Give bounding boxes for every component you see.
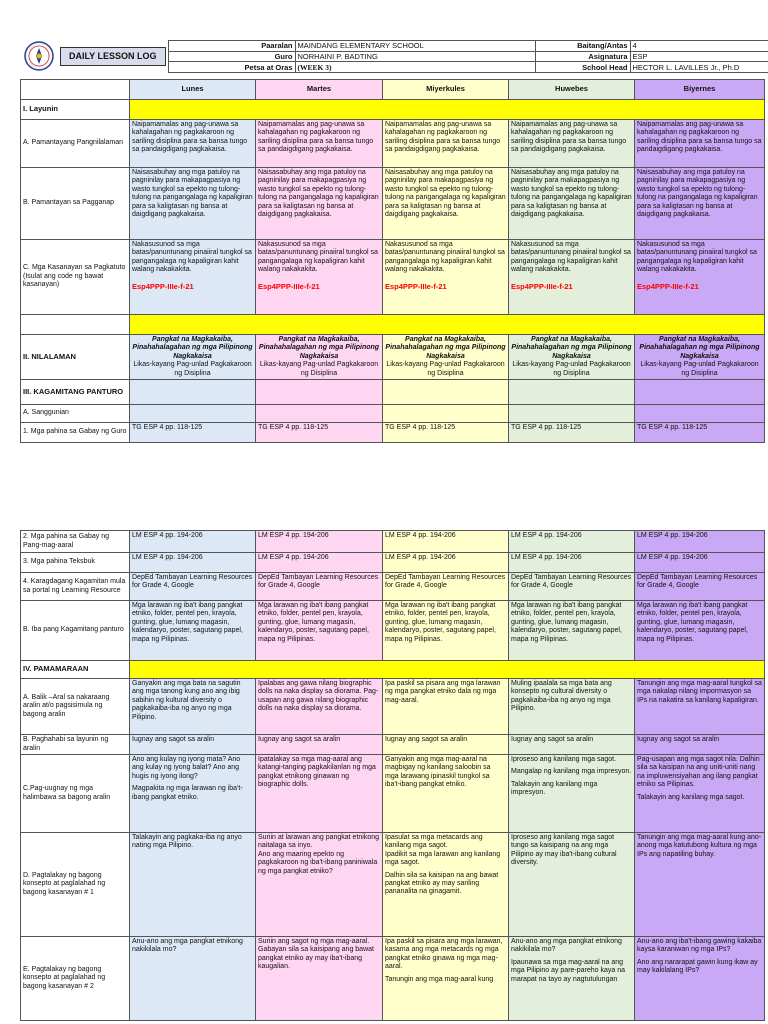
cell-teksbuk-lunes: LM ESP 4 pp. 194-206: [130, 553, 256, 573]
subject-value: ESP: [630, 51, 768, 62]
cell-iba-pang-martes: Mga larawan ng iba't ibang pangkat etniko, folder, pentel pen, krayola, gunting, glue, lumang magasin, kalendaryo, poster, sagutang papel, mapa ng Pilipinas.: [256, 601, 383, 661]
kasanayan-text: Nakasusunod sa mga batas/panuntunang pinaiiral tungkol sa pangangalaga ng kapaligiran kahit walang nakakakita.: [637, 241, 757, 274]
school-value: MAINDANG ELEMENTARY SCHOOL: [295, 41, 535, 52]
cell-pagtalakay-2-martes: [256, 937, 383, 1021]
cell-kasanayan-huwebes: [509, 240, 635, 315]
subject-label: Asignatura: [535, 51, 630, 62]
section-nilalaman: II. NILALAMAN: [21, 335, 130, 380]
cell-pagtalakay-2-lunes: [130, 937, 256, 1021]
paragraph: Ipa paskil sa pisara ang mga larawan, kasama ang mga metacards ng mga pangkat etniko ginawa ng mga mag-aaral.: [385, 938, 503, 971]
kasanayan-text: Nakasusunod sa mga batas/panuntunang pinaiiral tungkol sa pangangalaga ng kapaligiran kahit walang nakakakita.: [258, 241, 378, 274]
row-label-kasanayan: C. Mga Kasanayan sa Pagkatuto (Isulat ang code ng bawat kasanayan): [21, 240, 130, 315]
cell-karagdagang-huwebes: DepEd Tambayan Learning Resources for Grade 4, Google: [509, 573, 635, 601]
school-head-label: School Head: [535, 62, 630, 73]
cell-pangnilalaman-martes: Naipamamalas ang pag-unawa sa kahalagahan ng pagkakaroon ng sariling disiplina para sa bansa tungo sa pandaigdigang pagkakaisa.: [256, 120, 383, 168]
cell-blank: [256, 405, 383, 423]
row-label-pagtalakay-2: E. Pagtalakay ng bagong konsepto at paglalahad ng bagong kasanayan # 2: [21, 937, 130, 1021]
row-label-teksbuk: 3. Mga pahina Teksbuk: [21, 553, 130, 573]
header-table: [20, 40, 768, 73]
paragraph: Tanungin ang mga mag-aaral kung ano-anong mga katutubong kultura ng mga IPs ang napatiling buhay.: [637, 834, 762, 858]
highlight-bar: [130, 100, 765, 120]
paragraph: Talakayin ang pagkaka-iba ng anyo nating mga Pilipino.: [132, 834, 242, 850]
row-label-pag-uugnay: C.Pag-uugnay ng mga halimbawa sa bagong aralin: [21, 755, 130, 833]
cell-teksbuk-biyernes: LM ESP 4 pp. 194-206: [635, 553, 765, 573]
cell-teksbuk-huwebes: LM ESP 4 pp. 194-206: [509, 553, 635, 573]
cell-gabay-guro-lunes: TG ESP 4 pp. 118-125: [130, 423, 256, 443]
cell-gabay-guro-huwebes: TG ESP 4 pp. 118-125: [509, 423, 635, 443]
cell-blank: [383, 405, 509, 423]
cell-paghahabi-miyerkules: Iugnay ang sagot sa aralin: [383, 735, 509, 755]
paragraph: Anu-ano ang iba't-ibang gawing kakaiba kaysa karaniwan ng mga IPs?: [637, 938, 762, 954]
date-value: (WEEK 3): [295, 62, 535, 73]
paragraph: Ano ang kulay ng iyong mata? Ano ang kulay ng iyong balat? Ano ang hugis ng iyong ilong?: [132, 756, 241, 780]
cell-pangnilalaman-lunes: Naipamamalas ang pag-unawa sa kahalagahan ng pagkakaroon ng sariling disiplina para sa bansa tungo sa pandaigdigang pagkakaisa.: [130, 120, 256, 168]
nilalaman-sub: Likas-kayang Pag-unlad Pagkakaroon ng Disiplina: [640, 361, 759, 377]
cell-balik-huwebes: Muling ipaalala sa mga bata ang konsepto ng cultural diversity o pagkakaiba-iba ng anyo ng mga Pilipino.: [509, 679, 635, 735]
paragraph: Ipatalakay sa mga mag-aaral ang katangi-tanging pagkakilanlan ng mga pangkat etnikong ginawan ng biographic dolls.: [258, 756, 376, 789]
cell-gabay-mag-aaral-huwebes: LM ESP 4 pp. 194-206: [509, 531, 635, 553]
cell-pagtalakay-1-biyernes: [635, 833, 765, 937]
lesson-table-page-2: [20, 530, 765, 1021]
day-header-lunes: Lunes: [130, 80, 256, 100]
row-label-pangnilalaman: A. Pamantayang Pangnilalaman: [21, 120, 130, 168]
cell-pagganap-miyerkules: Naisasabuhay ang mga patuloy na pagninilay para makapagpasiya ng wasto tungkol sa epekto ng tulong-tulong na pangangalaga ng kapaligiran para sa kaligtasan ng bansa at daigdigang pagkakaisa.: [383, 168, 509, 240]
cell-nilalaman-lunes: [130, 335, 256, 380]
cell-kasanayan-biyernes: [635, 240, 765, 315]
cell-pagtalakay-1-lunes: [130, 833, 256, 937]
cell-balik-miyerkules: Ipa paskil sa pisara ang mga larawan ng mga pangkat etniko dala ng mga mag-aaral.: [383, 679, 509, 735]
cell-pag-uugnay-biyernes: [635, 755, 765, 833]
paragraph: Magpakita ng mga larawan ng iba't-ibang pangkat etniko.: [132, 785, 243, 801]
cell-iba-pang-miyerkules: Mga larawan ng iba't ibang pangkat etniko, folder, pentel pen, krayola, gunting, glue, lumang magasin, kalendaryo, poster, sagutang papel, mapa ng Pilipinas.: [383, 601, 509, 661]
paragraph: Suriin at larawan ang pangkat etnikong naitalaga sa inyo. Ano ang maaring epekto ng pagkakaroon ng iba't-ibang paniniwala ng mga pangkat etniko?: [258, 834, 380, 875]
nilalaman-sub: Likas-kayang Pag-unlad Pagkakaroon ng Disiplina: [386, 361, 505, 377]
date-label: Petsa at Oras: [168, 62, 295, 73]
cell-karagdagang-miyerkules: DepEd Tambayan Learning Resources for Grade 4, Google: [383, 573, 509, 601]
row-label-karagdagang-kagamitan: 4. Karagdagang Kagamitan mula sa portal ng Learning Resource: [21, 573, 130, 601]
kasanayan-code: Esp4PPP-IIIe-f-21: [385, 281, 447, 291]
cell-karagdagang-lunes: DepEd Tambayan Learning Resources for Grade 4, Google: [130, 573, 256, 601]
nilalaman-sub: Likas-kayang Pag-unlad Pagkakaroon ng Disiplina: [259, 361, 379, 377]
teacher-label: Guro: [168, 51, 295, 62]
paragraph: Suriin ang sagot ng mga mag-aaral. Gabayan sila sa kaisipang ang bawat pangkat etniko ay may iba't-ibang kaugalian.: [258, 938, 374, 971]
cell-blank: [130, 405, 256, 423]
kasanayan-text: Nakasusunod sa mga batas/panuntunang pinaiiral tungkol sa pangangalaga ng kapaligiran kahit walang nakakakita.: [511, 241, 631, 274]
cell-kasanayan-martes: [256, 240, 383, 315]
paragraph: Talakayin ang kanilang mga sagot.: [637, 793, 745, 801]
teacher-value: NORHAINI P. BADTING: [295, 51, 535, 62]
cell-pag-uugnay-huwebes: [509, 755, 635, 833]
kasanayan-text: Nakasusunod sa mga batas/panuntunang pinaiiral tungkol sa pangangalaga ng kapaligiran kahit walang nakakakita.: [132, 241, 252, 274]
day-header-huwebes: Huwebes: [509, 80, 635, 100]
cell-gabay-mag-aaral-biyernes: LM ESP 4 pp. 194-206: [635, 531, 765, 553]
cell-pagganap-lunes: Naisasabuhay ang mga patuloy na pagninilay para makapagpasiya ng wasto tungkol sa epekto ng tulong-tulong na pangangalaga ng kapaligiran para sa kaligtasan ng bansa at daigdigang pagkakaisa.: [130, 168, 256, 240]
cell-pangnilalaman-biyernes: Naipamamalas ang pag-unawa sa kahalagahan ng pagkakaroon ng sariling disiplina para sa bansa tungo sa pandaigdigang pagkakaisa.: [635, 120, 765, 168]
day-header-biyernes: Biyernes: [635, 80, 765, 100]
section-layunin: I. Layunin: [21, 100, 130, 120]
cell-pagganap-huwebes: Naisasabuhay ang mga patuloy na pagninilay para makapagpasiya ng wasto tungkol sa epekto ng tulong-tulong na pangangalaga ng kapaligiran para sa kaligtasan ng bansa at daigdigang pagkakaisa.: [509, 168, 635, 240]
cell-paghahabi-biyernes: Iugnay ang sagot sa aralin: [635, 735, 765, 755]
row-label-balik-aral: A. Balik –Aral sa nakaraang aralin at/o pagsisimula ng bagong aralin: [21, 679, 130, 735]
nilalaman-sub: Likas-kayang Pag-unlad Pagkakaroon ng Disiplina: [133, 361, 252, 377]
cell-pag-uugnay-lunes: [130, 755, 256, 833]
paragraph: Ipasulat sa mga metacards ang kanilang mga sagot. Ipadikit sa mga larawan ang kanilang mga sagot.: [385, 834, 501, 867]
cell-blank: [635, 405, 765, 423]
cell-pagganap-biyernes: Naisasabuhay ang mga patuloy na pagninilay para makapagpasiya ng wasto tungkol sa epekto ng tulong-tulong na pangangalaga ng kapaligiran para sa kaligtasan ng bansa at daigdigang pagkakaisa.: [635, 168, 765, 240]
cell-gabay-guro-biyernes: TG ESP 4 pp. 118-125: [635, 423, 765, 443]
cell-kasanayan-lunes: [130, 240, 256, 315]
cell-blank: [635, 380, 765, 405]
school-label: Paaralan: [168, 41, 295, 52]
nilalaman-title: Pangkat na Magkakaiba, Pinahahalagahan ng mga Pilipinong Nagkakaisa: [511, 336, 632, 360]
paragraph: Ipaunawa sa mga mag-aaral na ang mga Pilipino ay pare-pareho kaya na marapat na tayo ay nagtutulungan: [511, 958, 626, 983]
cell-pagtalakay-2-miyerkules: [383, 937, 509, 1021]
cell-nilalaman-martes: [256, 335, 383, 380]
cell-nilalaman-biyernes: [635, 335, 765, 380]
deped-seal-logo: [20, 41, 58, 73]
paragraph: Tanungin ang mga mag-aaral kung: [385, 975, 494, 983]
cell-pagganap-martes: Naisasabuhay ang mga patuloy na pagninilay para makapagpasiya ng wasto tungkol sa epekto ng tulong-tulong na pangangalaga ng kapaligiran para sa kaligtasan ng bansa at daigdigang pagkakaisa.: [256, 168, 383, 240]
row-label-pagganap: B. Pamantayan sa Pagganap: [21, 168, 130, 240]
nilalaman-title: Pangkat na Magkakaiba, Pinahahalagahan ng mga Pilipinong Nagkakaisa: [132, 336, 253, 360]
row-label-gabay-guro: 1. Mga pahina sa Gabay ng Guro: [21, 423, 130, 443]
kasanayan-code: Esp4PPP-IIIe-f-21: [637, 281, 699, 291]
cell-pangnilalaman-miyerkules: Naipamamalas ang pag-unawa sa kahalagahan ng pagkakaroon ng sariling disiplina para sa bansa tungo sa pandaigdigang pagkakaisa.: [383, 120, 509, 168]
paragraph: Ano ang nararapat gawin kung ikaw ay may kakilalang IPs?: [637, 958, 758, 975]
cell-pangnilalaman-huwebes: Naipamamalas ang pag-unawa sa kahalagahan ng pagkakaroon ng sariling disiplina para sa bansa tungo sa pandaigdigang pagkakaisa.: [509, 120, 635, 168]
cell-pagtalakay-2-biyernes: [635, 937, 765, 1021]
daily-lesson-log-title: DAILY LESSON LOG: [60, 47, 166, 66]
cell-blank: [383, 380, 509, 405]
cell-blank: [509, 405, 635, 423]
blank-corner: [21, 80, 130, 100]
cell-teksbuk-martes: LM ESP 4 pp. 194-206: [256, 553, 383, 573]
paragraph: Anu-ano ang mga pangkat etnikong nakikilala mo?: [511, 938, 622, 954]
nilalaman-title: Pangkat na Magkakaiba, Pinahahalagahan ng mga Pilipinong Nagkakaisa: [258, 336, 380, 360]
kasanayan-code: Esp4PPP-IIIe-f-21: [258, 281, 320, 291]
cell-iba-pang-biyernes: Mga larawan ng iba't ibang pangkat etniko, folder, pentel pen, krayola, gunting, glue, lumang magasin, kalendaryo, poster, sagutang papel, mapa ng Pilipinas.: [635, 601, 765, 661]
blank-spacer: [21, 315, 130, 335]
paragraph: Ganyakin ang mga mag-aaral na magbigay ng kanilang saloobin sa mga larawang ipinaskil tungkol sa iba't-ibang pangkat etniko.: [385, 756, 491, 789]
row-label-iba-pang-kagamitan: B. Iba pang Kagamitang panturo: [21, 601, 130, 661]
cell-gabay-mag-aaral-miyerkules: LM ESP 4 pp. 194-206: [383, 531, 509, 553]
title-box-cell: [58, 41, 168, 73]
paragraph: Iproseso ang kanilang mga sagot.: [511, 756, 617, 763]
cell-nilalaman-miyerkules: [383, 335, 509, 380]
paragraph: Talakayin ang kanilang mga impresyon.: [511, 780, 598, 797]
cell-blank: [509, 380, 635, 405]
lesson-table-page-1: [20, 79, 765, 443]
paragraph: Iproseso ang kanilang mga sagot tungo sa kaisipang na ang mga Pilipino ay may iba't-ibang cultural diversity.: [511, 834, 617, 867]
paragraph: Mangalap ng kanilang mga impresyon.: [511, 768, 632, 776]
cell-balik-biyernes: Tanungin ang mga mag-aaral tungkol sa mga nakalap nilang impormasyon sa IPs na nakatira sa kanilang kapaligiran.: [635, 679, 765, 735]
cell-blank: [256, 380, 383, 405]
cell-balik-lunes: Ganyakin ang mga bata na sagutin ang mga tanong kung ano ang ibig sabihin ng kultural diversity o pagkakaiba-iba ng anyo ng mga Pilipino.: [130, 679, 256, 735]
cell-pagtalakay-2-huwebes: [509, 937, 635, 1021]
cell-pag-uugnay-martes: [256, 755, 383, 833]
cell-iba-pang-lunes: Mga larawan ng iba't ibang pangkat etniko, folder, pentel pen, krayola, gunting, glue, lumang magasin, kalendaryo, poster, sagutang papel, mapa ng Pilipinas.: [130, 601, 256, 661]
day-header-miyerkules: Miyerkules: [383, 80, 509, 100]
highlight-bar: [130, 315, 765, 335]
paragraph: Anu-ano ang mga pangkat etnikong nakikilala mo?: [132, 938, 243, 954]
cell-paghahabi-lunes: Iugnay ang sagot sa aralin: [130, 735, 256, 755]
nilalaman-title: Pangkat na Magkakaiba, Pinahahalagahan ng mga Pilipinong Nagkakaisa: [385, 336, 506, 360]
highlight-bar: [130, 661, 765, 679]
row-label-sanggunian: A. Sanggunian: [21, 405, 130, 423]
cell-blank: [130, 380, 256, 405]
nilalaman-sub: Likas-kayang Pag-unlad Pagkakaroon ng Disiplina: [512, 361, 631, 377]
row-label-paghahabi: B. Paghahabi sa layunin ng aralin: [21, 735, 130, 755]
section-pamamaraan: IV. PAMAMARAAN: [21, 661, 130, 679]
cell-pagtalakay-1-martes: [256, 833, 383, 937]
cell-karagdagang-biyernes: DepEd Tambayan Learning Resources for Grade 4, Google: [635, 573, 765, 601]
grade-value: 4: [630, 41, 768, 52]
cell-gabay-mag-aaral-lunes: LM ESP 4 pp. 194-206: [130, 531, 256, 553]
cell-pagtalakay-1-huwebes: [509, 833, 635, 937]
cell-gabay-guro-martes: TG ESP 4 pp. 118-125: [256, 423, 383, 443]
cell-paghahabi-martes: Iugnay ang sagot sa aralin: [256, 735, 383, 755]
cell-pag-uugnay-miyerkules: [383, 755, 509, 833]
row-label-pagtalakay-1: D. Pagtalakay ng bagong konsepto at paglalahad ng bagong kasanayan # 1: [21, 833, 130, 937]
grade-label: Baitang/Antas: [535, 41, 630, 52]
kasanayan-code: Esp4PPP-IIIe-f-21: [132, 281, 194, 291]
cell-gabay-guro-miyerkules: TG ESP 4 pp. 118-125: [383, 423, 509, 443]
cell-iba-pang-huwebes: Mga larawan ng iba't ibang pangkat etniko, folder, pentel pen, krayola, gunting, glue, lumang magasin, kalendaryo, poster, sagutang papel, mapa ng Pilipinas.: [509, 601, 635, 661]
cell-paghahabi-huwebes: Iugnay ang sagot sa aralin: [509, 735, 635, 755]
cell-nilalaman-huwebes: [509, 335, 635, 380]
row-label-gabay-mag-aaral: 2. Mga pahina sa Gabay ng Pang-mag-aaral: [21, 531, 130, 553]
kasanayan-code: Esp4PPP-IIIe-f-21: [511, 281, 573, 291]
cell-gabay-mag-aaral-martes: LM ESP 4 pp. 194-206: [256, 531, 383, 553]
nilalaman-title: Pangkat na Magkakaiba, Pinahahalagahan ng mga Pilipinong Nagkakaisa: [639, 336, 760, 360]
cell-balik-martes: Ipalabas ang gawa nilang biographic dolls na naka display sa diorama. Pag-usapan ang gawa nilang biographic dolls na naka display sa diorama.: [256, 679, 383, 735]
cell-kasanayan-miyerkules: [383, 240, 509, 315]
day-header-martes: Martes: [256, 80, 383, 100]
cell-karagdagang-martes: DepEd Tambayan Learning Resources for Grade 4, Google: [256, 573, 383, 601]
section-kagamitan: III. KAGAMITANG PANTURO: [21, 380, 130, 405]
paragraph: Pag-usapan ang mga sagot nila. Dalhin sila sa kaisipan na ang uniti-uniti nang na impluwensiyahan ang ilang pangkat etniko sa Pilipinas.: [637, 756, 760, 789]
paragraph: Dalhin sila sa kaisipan na ang bawat pangkat etniko ay may sariling pananalita na ginagamit.: [385, 871, 499, 896]
cell-pagtalakay-1-miyerkules: [383, 833, 509, 937]
kasanayan-text: Nakasusunod sa mga batas/panuntunang pinaiiral tungkol sa pangangalaga ng kapaligiran kahit walang nakakakita.: [385, 241, 505, 274]
school-head-value: HECTOR L. LAVILLES Jr., Ph.D: [630, 62, 768, 73]
cell-teksbuk-miyerkules: LM ESP 4 pp. 194-206: [383, 553, 509, 573]
